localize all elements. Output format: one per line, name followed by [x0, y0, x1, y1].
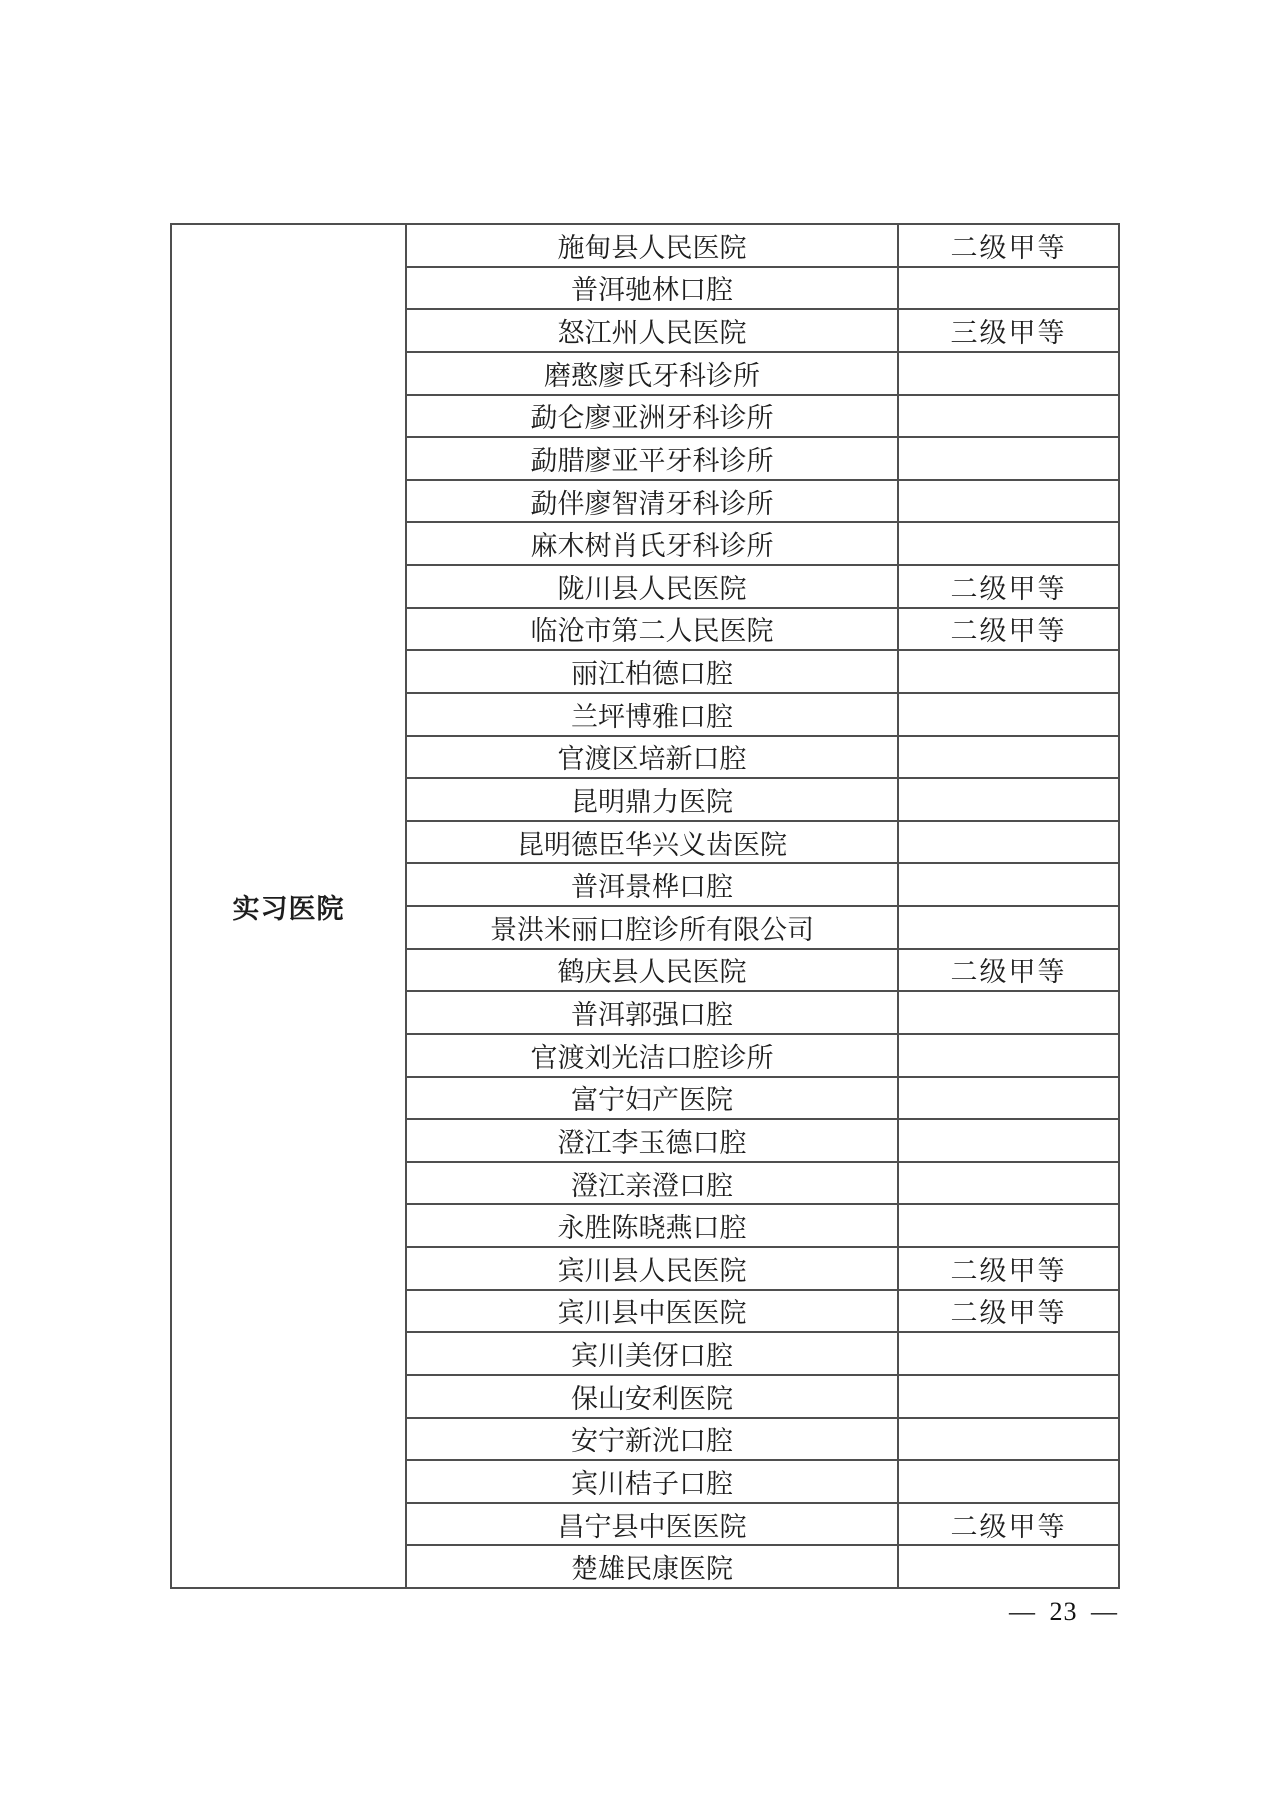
hospital-grade-cell — [898, 1204, 1119, 1247]
hospital-name-cell: 鹤庆县人民医院 — [406, 949, 898, 992]
hospital-grade-cell — [898, 863, 1119, 906]
hospital-name-cell: 昌宁县中医医院 — [406, 1503, 898, 1546]
hospital-grade-cell — [898, 693, 1119, 736]
hospital-table-body — [171, 224, 1119, 1588]
hospital-name-cell: 澄江李玉德口腔 — [406, 1119, 898, 1162]
hospital-grade-cell — [898, 906, 1119, 949]
hospital-name-cell: 勐腊廖亚平牙科诊所 — [406, 437, 898, 480]
hospital-name-cell: 陇川县人民医院 — [406, 565, 898, 608]
hospital-name-cell: 丽江柏德口腔 — [406, 650, 898, 693]
hospital-name-cell: 普洱景桦口腔 — [406, 863, 898, 906]
hospital-name-cell: 安宁新洸口腔 — [406, 1418, 898, 1461]
hospital-grade-cell: 二级甲等 — [898, 949, 1119, 992]
hospital-grade-cell: 二级甲等 — [898, 1503, 1119, 1546]
hospital-grade-cell — [898, 522, 1119, 565]
hospital-grade-cell — [898, 1460, 1119, 1503]
category-label-cell: 实习医院 — [171, 224, 406, 1588]
hospital-name-cell: 兰坪博雅口腔 — [406, 693, 898, 736]
table-row — [171, 224, 1119, 267]
hospital-name-cell: 宾川县人民医院 — [406, 1247, 898, 1290]
hospital-grade-cell — [898, 480, 1119, 523]
hospital-grade-cell — [898, 650, 1119, 693]
hospital-name-cell: 富宁妇产医院 — [406, 1077, 898, 1120]
hospital-grade-cell: 二级甲等 — [898, 565, 1119, 608]
hospital-grade-cell — [898, 352, 1119, 395]
hospital-grade-cell — [898, 1375, 1119, 1418]
hospital-grade-cell — [898, 991, 1119, 1034]
hospital-name-cell: 怒江州人民医院 — [406, 309, 898, 352]
hospital-grade-cell — [898, 1545, 1119, 1588]
hospital-name-cell: 勐伴廖智清牙科诊所 — [406, 480, 898, 523]
hospital-grade-cell — [898, 778, 1119, 821]
hospital-name-cell: 宾川县中医医院 — [406, 1290, 898, 1333]
hospital-grade-cell — [898, 1162, 1119, 1205]
hospital-name-cell: 官渡刘光洁口腔诊所 — [406, 1034, 898, 1077]
hospital-name-cell: 昆明德臣华兴义齿医院 — [406, 821, 898, 864]
hospital-grade-cell: 二级甲等 — [898, 1290, 1119, 1333]
page-number: — 23 — — [1009, 1597, 1118, 1626]
hospital-name-cell: 景洪米丽口腔诊所有限公司 — [406, 906, 898, 949]
hospital-grade-cell — [898, 1077, 1119, 1120]
hospital-name-cell: 保山安利医院 — [406, 1375, 898, 1418]
hospital-table — [170, 223, 1120, 1589]
hospital-name-cell: 永胜陈晓燕口腔 — [406, 1204, 898, 1247]
hospital-name-cell: 澄江亲澄口腔 — [406, 1162, 898, 1205]
hospital-name-cell: 官渡区培新口腔 — [406, 736, 898, 779]
hospital-grade-cell: 二级甲等 — [898, 608, 1119, 651]
hospital-grade-cell — [898, 267, 1119, 310]
hospital-name-cell: 普洱郭强口腔 — [406, 991, 898, 1034]
hospital-grade-cell — [898, 1332, 1119, 1375]
hospital-grade-cell — [898, 395, 1119, 438]
hospital-name-cell: 昆明鼎力医院 — [406, 778, 898, 821]
hospital-grade-cell — [898, 1418, 1119, 1461]
hospital-name-cell: 勐仑廖亚洲牙科诊所 — [406, 395, 898, 438]
hospital-name-cell: 施甸县人民医院 — [406, 224, 898, 267]
hospital-grade-cell: 二级甲等 — [898, 1247, 1119, 1290]
hospital-grade-cell — [898, 1034, 1119, 1077]
hospital-name-cell: 宾川桔子口腔 — [406, 1460, 898, 1503]
hospital-grade-cell — [898, 1119, 1119, 1162]
hospital-name-cell: 楚雄民康医院 — [406, 1545, 898, 1588]
hospital-name-cell: 普洱驰林口腔 — [406, 267, 898, 310]
hospital-grade-cell: 三级甲等 — [898, 309, 1119, 352]
hospital-grade-cell — [898, 821, 1119, 864]
hospital-name-cell: 麻木树肖氏牙科诊所 — [406, 522, 898, 565]
hospital-grade-cell — [898, 736, 1119, 779]
hospital-name-cell: 宾川美伢口腔 — [406, 1332, 898, 1375]
hospital-name-cell: 磨憨廖氏牙科诊所 — [406, 352, 898, 395]
hospital-grade-cell: 二级甲等 — [898, 224, 1119, 267]
hospital-grade-cell — [898, 437, 1119, 480]
hospital-name-cell: 临沧市第二人民医院 — [406, 608, 898, 651]
